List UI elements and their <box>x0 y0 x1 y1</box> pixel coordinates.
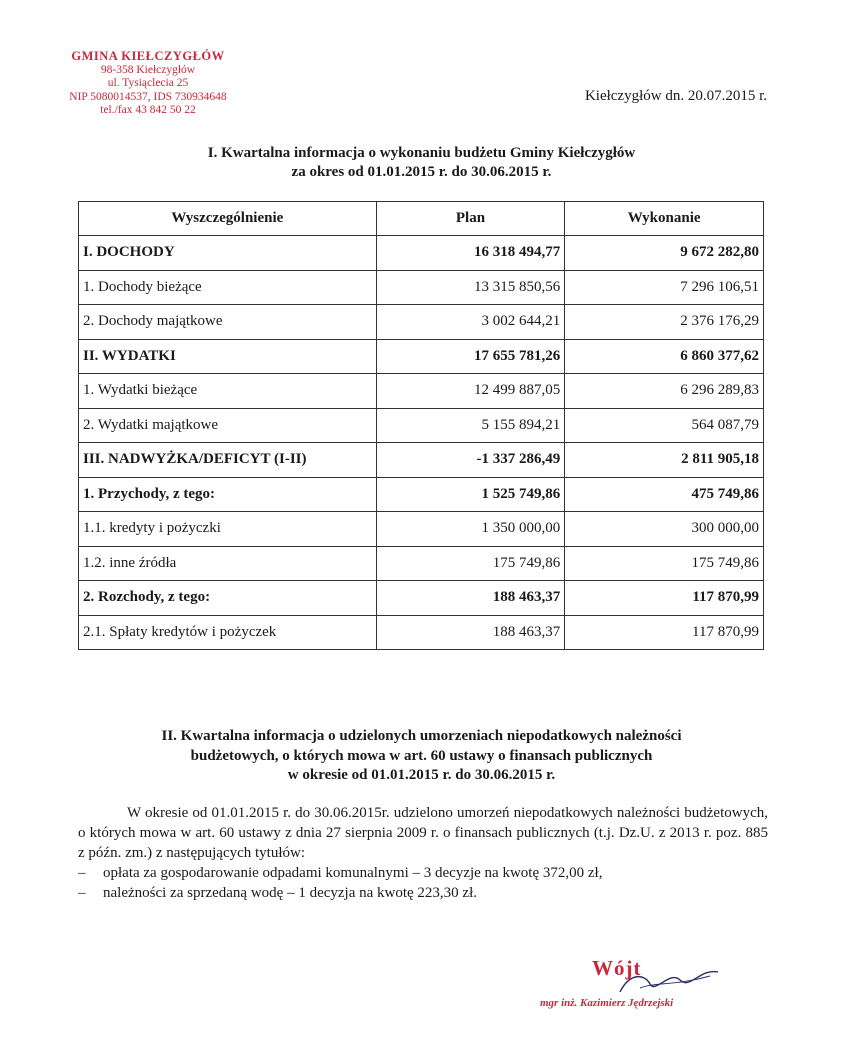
table-row <box>79 546 764 581</box>
execution-value-cell: 117 870,99 <box>565 615 764 650</box>
table-row <box>79 477 764 512</box>
column-header-item: Wyszczególnienie <box>79 202 377 236</box>
column-header-execution: Wykonanie <box>565 202 764 236</box>
table-row <box>79 339 764 374</box>
row-label-cell: 2.1. Spłaty kredytów i pożyczek <box>79 615 377 650</box>
list-item-text: opłata za gospodarowanie odpadami komunalnymi – 3 decyzje na kwotę 372,00 zł, <box>103 865 603 881</box>
list-item-text: należności za sprzedaną wodę – 1 decyzja na kwotę 223,30 zł. <box>103 885 478 901</box>
plan-value-cell: -1 337 286,49 <box>376 443 565 478</box>
signatory-name: mgr inż. Kazimierz Jędrzejski <box>540 997 674 1009</box>
section1-title-line2: za okres od 01.01.2015 r. do 30.06.2015 r. <box>291 164 552 180</box>
execution-value-cell: 175 749,86 <box>565 546 764 581</box>
table-row <box>79 374 764 409</box>
table-row <box>79 581 764 616</box>
table-header-row <box>79 202 764 236</box>
list-item <box>78 863 768 883</box>
row-label-cell: 1. Wydatki bieżące <box>79 374 377 409</box>
row-label-cell: 1.2. inne źródła <box>79 546 377 581</box>
section2-title-line1: II. Kwartalna informacja o udzielonych umorzeniach niepodatkowych należności <box>161 728 682 744</box>
list-bullet: – <box>78 865 86 881</box>
execution-value-cell: 300 000,00 <box>565 512 764 547</box>
handwritten-signature <box>600 962 730 1002</box>
list-item <box>78 883 768 903</box>
execution-value-cell: 6 860 377,62 <box>565 339 764 374</box>
execution-value-cell: 2 376 176,29 <box>565 305 764 340</box>
municipality-stamp <box>38 50 258 118</box>
signature-title: Wójt <box>592 956 642 980</box>
remission-list <box>78 863 768 903</box>
table-row <box>79 270 764 305</box>
plan-value-cell: 1 525 749,86 <box>376 477 565 512</box>
row-label-cell: III. NADWYŻKA/DEFICYT (I-II) <box>79 443 377 478</box>
row-label-cell: 2. Dochody majątkowe <box>79 305 377 340</box>
section2-title-line2: budżetowych, o których mowa w art. 60 ustawy o finansach publicznych <box>190 747 653 764</box>
table-row <box>79 512 764 547</box>
execution-value-cell: 2 811 905,18 <box>565 443 764 478</box>
table-row <box>79 305 764 340</box>
plan-value-cell: 188 463,37 <box>376 581 565 616</box>
section1-title <box>0 144 843 182</box>
table-row <box>79 236 764 271</box>
table-row <box>79 408 764 443</box>
row-label-cell: I. DOCHODY <box>79 236 377 271</box>
row-label-cell: II. WYDATKI <box>79 339 377 374</box>
document-date: Kiełczygłów dn. 20.07.2015 r. <box>584 88 767 104</box>
section1-title-line1: I. Kwartalna informacja o wykonaniu budżetu Gminy Kiełczygłów <box>207 145 636 161</box>
plan-value-cell: 188 463,37 <box>376 615 565 650</box>
execution-value-cell: 6 296 289,83 <box>565 374 764 409</box>
row-label-cell: 2. Wydatki majątkowe <box>79 408 377 443</box>
section2-body <box>78 803 768 903</box>
table-row <box>79 443 764 478</box>
stamp-name: GMINA KIEŁCZYGŁÓW <box>71 49 225 63</box>
row-label-cell: 1. Przychody, z tego: <box>79 477 377 512</box>
execution-value-cell: 475 749,86 <box>565 477 764 512</box>
stamp-ids: NIP 5080014537, IDS 730934648 <box>69 90 227 103</box>
plan-value-cell: 3 002 644,21 <box>376 305 565 340</box>
list-bullet: – <box>78 885 86 901</box>
stamp-address-postal: 98-358 Kiełczygłów <box>100 63 196 76</box>
execution-value-cell: 564 087,79 <box>565 408 764 443</box>
row-label-cell: 2. Rozchody, z tego: <box>79 581 377 616</box>
stamp-phone: tel./fax 43 842 50 22 <box>100 104 196 116</box>
plan-value-cell: 175 749,86 <box>376 546 565 581</box>
plan-value-cell: 5 155 894,21 <box>376 408 565 443</box>
plan-value-cell: 12 499 887,05 <box>376 374 565 409</box>
section2-title <box>0 727 843 786</box>
stamp-address-street: ul. Tysiąclecia 25 <box>107 77 189 89</box>
execution-value-cell: 117 870,99 <box>565 581 764 616</box>
section2-paragraph: W okresie od 01.01.2015 r. do 30.06.2015r. udzielono umorzeń niepodatkowych należności budżetowych, o których mowa w art. 60 ustawy z dnia 27 sierpnia 2009 r. o finansach publicznych (t.j. Dz.U. z 2013 r. poz. 885 z późn. zm.) z następujących tytułów: <box>78 805 768 861</box>
plan-value-cell: 16 318 494,77 <box>376 236 565 271</box>
section2-title-line3: w okresie od 01.01.2015 r. do 30.06.2015 r. <box>287 767 556 783</box>
row-label-cell: 1.1. kredyty i pożyczki <box>79 512 377 547</box>
plan-value-cell: 13 315 850,56 <box>376 270 565 305</box>
execution-value-cell: 9 672 282,80 <box>565 236 764 271</box>
column-header-plan: Plan <box>376 202 565 236</box>
table-row <box>79 615 764 650</box>
budget-table <box>78 201 764 650</box>
plan-value-cell: 17 655 781,26 <box>376 339 565 374</box>
row-label-cell: 1. Dochody bieżące <box>79 270 377 305</box>
execution-value-cell: 7 296 106,51 <box>565 270 764 305</box>
plan-value-cell: 1 350 000,00 <box>376 512 565 547</box>
